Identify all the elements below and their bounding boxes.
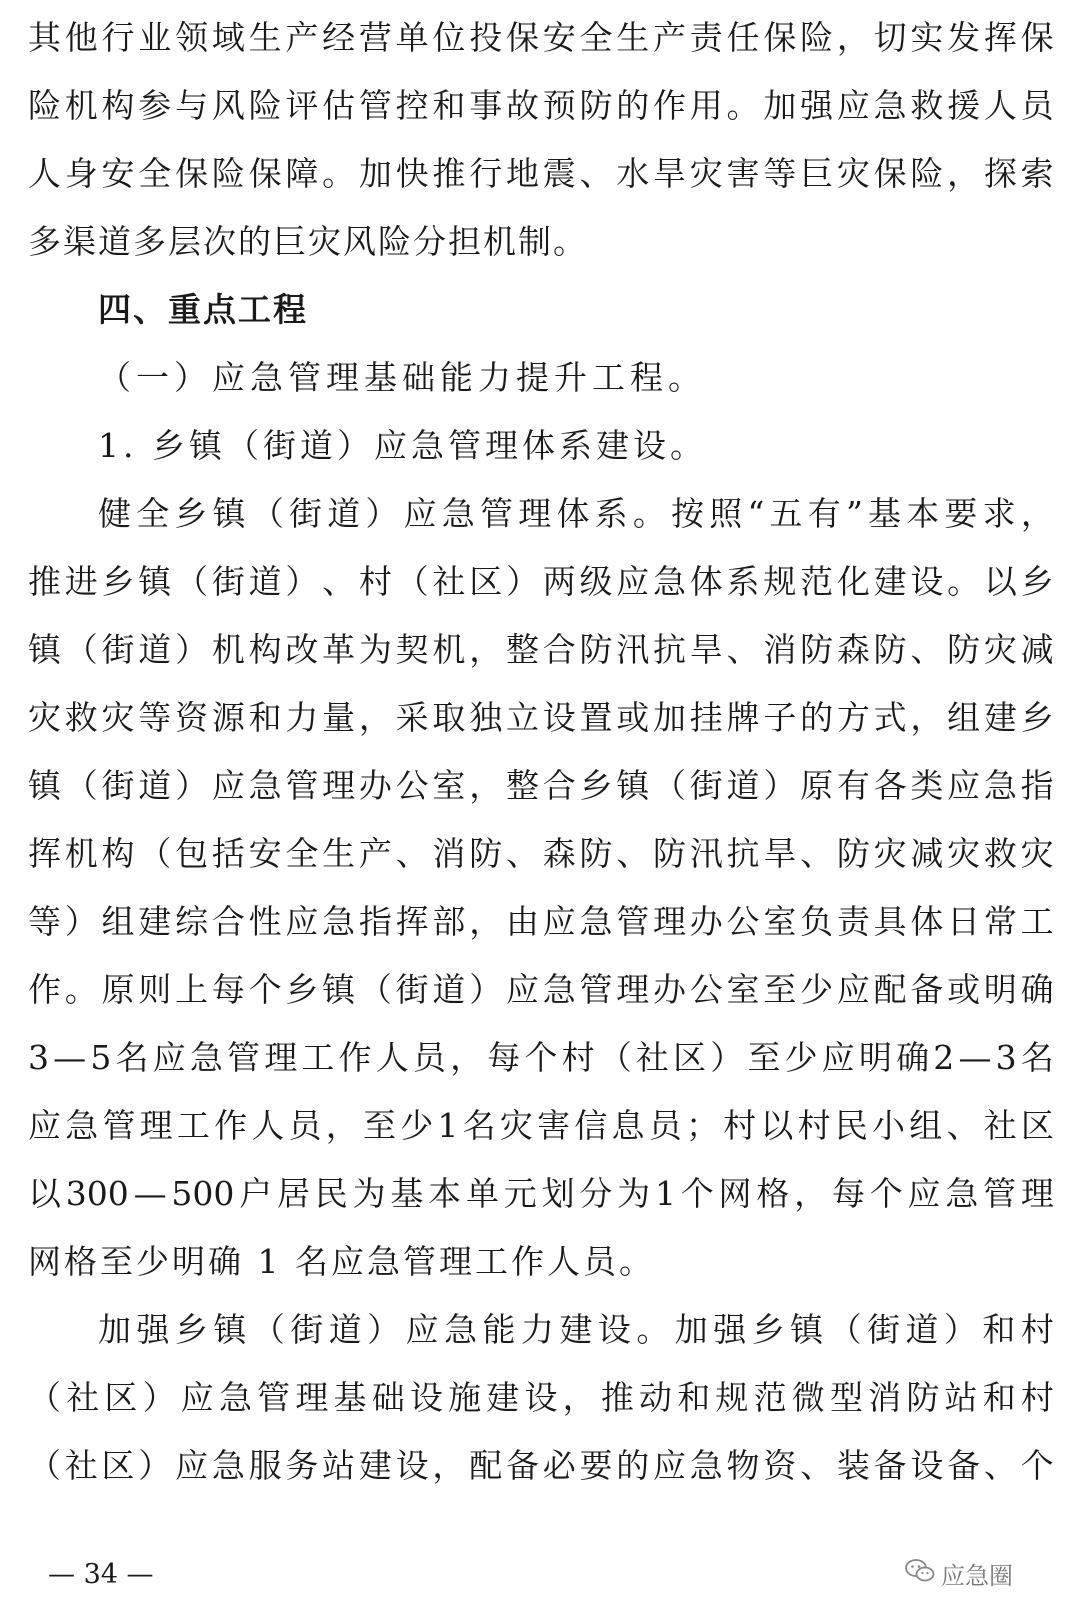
item-heading: 1. 乡镇（街道）应急管理体系建设。: [98, 426, 707, 465]
text-line: 人 身 安 全 保 险 保 障 。 加 快 推 行 地 震 、 水 旱 灾 害 等 巨 灾 保 险 ， 探 索: [28, 154, 1054, 193]
text-line: 推 进 乡 镇 （ 街 道 ） 、 村 （ 社 区 ） 两 级 应 急 体 系 规 范 化 建 设 。 以 乡: [28, 562, 1054, 601]
watermark: [905, 1556, 1013, 1591]
text-line: （ 社 区 ） 应 急 服 务 站 建 设 ， 配 备 必 要 的 应 急 物 资 、 装 备 设 备 、 个: [28, 1446, 1054, 1485]
text-line: 镇 （ 街 道 ） 应 急 管 理 办 公 室 ， 整 合 乡 镇 （ 街 道 ） 原 有 各 类 应 急 指: [28, 766, 1054, 805]
text-line: 应 急 管 理 工 作 人 员 ， 至 少 1 名 灾 害 信 息 员 ； 村 以 村 民 小 组 、 社 区: [28, 1106, 1054, 1145]
text-line: 作 。 原 则 上 每 个 乡 镇 （ 街 道 ） 应 急 管 理 办 公 室 至 少 应 配 备 或 明 确: [28, 970, 1054, 1009]
text-line: （ 社 区 ） 应 急 管 理 基 础 设 施 建 设 ， 推 动 和 规 范 微 型 消 防 站 和 村: [28, 1378, 1054, 1417]
text-line: 加 强 乡 镇 （ 街 道 ） 应 急 能 力 建 设 。 加 强 乡 镇 （ 街 道 ） 和 村: [98, 1310, 1054, 1349]
subsection-heading: （一）应急管理基础能力提升工程。: [98, 358, 706, 397]
text-line: 多渠道多层次的巨灾风险分担机制。: [28, 222, 588, 261]
text-line: 网格至少明确 1 名应急管理工作人员。: [28, 1242, 655, 1281]
watermark-text: 应急圈: [941, 1562, 1013, 1590]
text-line: 险 机 构 参 与 风 险 评 估 管 控 和 事 故 预 防 的 作 用 。 加 强 应 急 救 援 人 员: [28, 86, 1054, 125]
text-line: 以 300 — 500 户 居 民 为 基 本 单 元 划 分 为 1 个 网 格 ， 每 个 应 急 管 理: [28, 1174, 1054, 1213]
text-line: 挥 机 构 （ 包 括 安 全 生 产 、 消 防 、 森 防 、 防 汛 抗 旱 、 防 灾 减 灾 救 灾: [28, 834, 1054, 873]
text-line: 镇 （ 街 道 ） 机 构 改 革 为 契 机 ， 整 合 防 汛 抗 旱 、 消 防 森 防 、 防 灾 减: [28, 630, 1054, 669]
text-line: 健 全 乡 镇 （ 街 道 ） 应 急 管 理 体 系 。 按 照 “ 五 有 ” 基 本 要 求 ，: [98, 494, 1054, 533]
text-line: 其 他 行 业 领 域 生 产 经 营 单 位 投 保 安 全 生 产 责 任 保 险 ， 切 实 发 挥 保: [28, 18, 1054, 57]
text-line: 灾 救 灾 等 资 源 和 力 量 ， 采 取 独 立 设 置 或 加 挂 牌 子 的 方 式 ， 组 建 乡: [28, 698, 1054, 737]
section-heading: 四、重点工程: [98, 290, 308, 329]
page-number: — 34 —: [48, 1559, 154, 1590]
text-line: 3 — 5 名 应 急 管 理 工 作 人 员 ， 每 个 村 （ 社 区 ） 至 少 应 明 确 2 — 3 名: [28, 1038, 1054, 1077]
wechat-icon: [905, 1558, 935, 1590]
text-line: 等 ） 组 建 综 合 性 应 急 指 挥 部 ， 由 应 急 管 理 办 公 室 负 责 具 体 日 常 工: [28, 902, 1054, 941]
